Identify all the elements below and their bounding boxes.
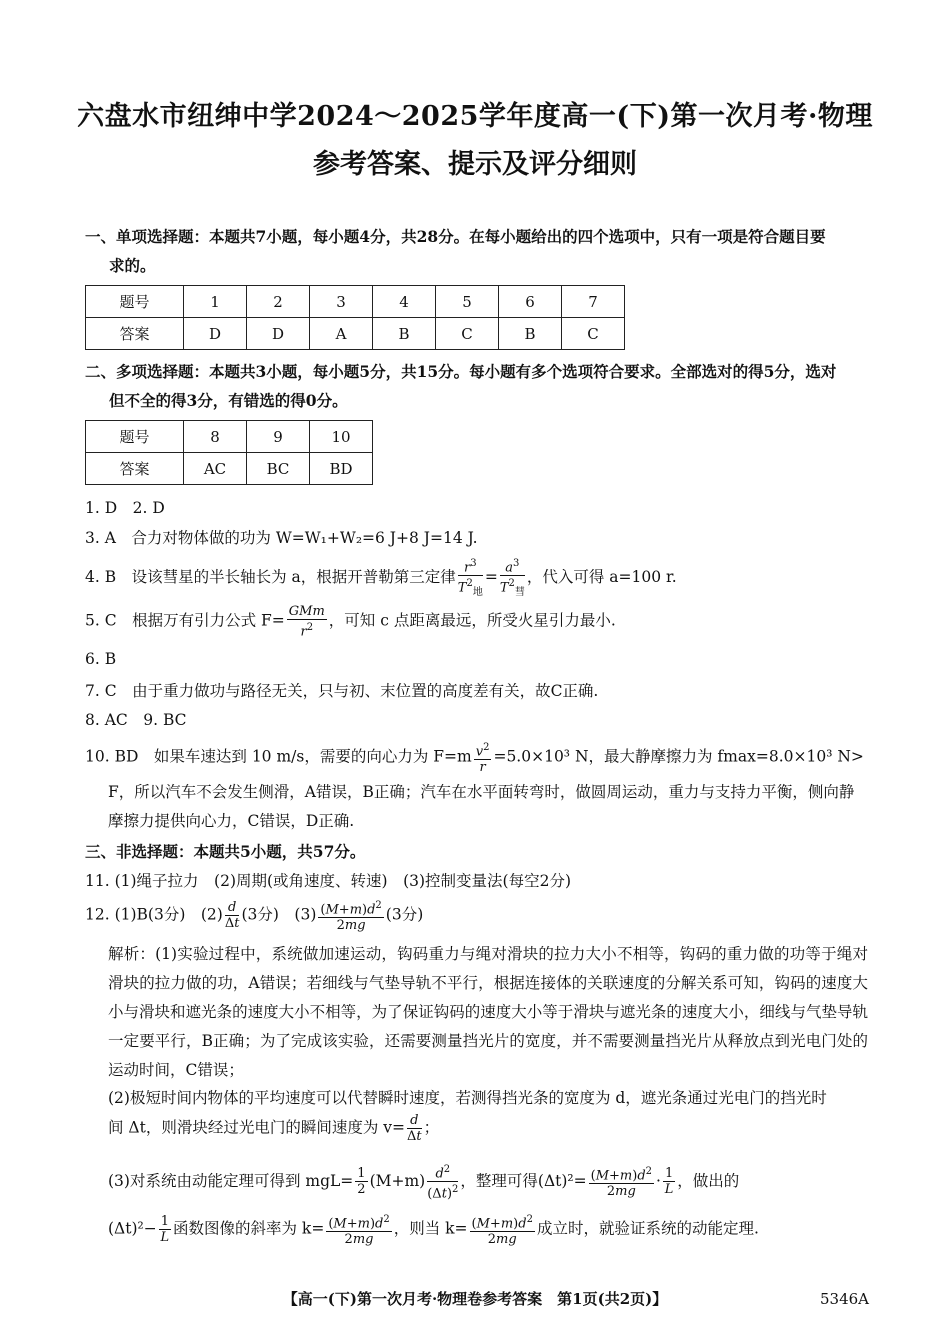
- table-cell: 题号: [86, 421, 184, 453]
- page-subtitle: 参考答案、提示及评分细则: [313, 149, 637, 180]
- page-title: 六盘水市纽绅中学2024～2025学年度高一(下)第一次月考·物理: [77, 101, 873, 132]
- analysis-part2: (2)极短时间内物体的平均速度可以代替瞬时速度，若测得挡光条的宽度为 d，遮光条通过光电门的挡光时 间 Δt，则滑块经过光电门的瞬间速度为 v= $\frac{d}{\Delta t}$ ；: [108, 1089, 827, 1144]
- answer-11: 11. (1)绳子拉力 (2)周期(或角速度、转速) (3)控制变量法(每空2分): [85, 872, 571, 890]
- table-cell: BD: [310, 453, 373, 485]
- section2-heading: 二、多项选择题：本题共3小题，每小题5分，共15分。每小题有多个选项符合要求。全部选对的得5分，选对 但不全的得3分，有错选的得0分。: [85, 362, 837, 410]
- table-cell: 7: [562, 286, 625, 318]
- formula-kepler-2: $\frac{a^3}{T^2_彗}$: [499, 558, 525, 599]
- table-cell: C: [562, 318, 625, 350]
- solution-1-2: 1. D 2. D: [85, 499, 165, 517]
- analysis-part3: (3)对系统由动能定理可得到 mgL= $\frac{1}{2}$ (M+m) $\frac{d^2}{(\Delta t)^2}$ ，整理可得(Δt)²= $\frac{(M+m)d^2}{2mg}$ · $\frac{1}{L}$ ，做出的: [108, 1164, 740, 1202]
- section1-heading: 一、单项选择题：本题共7小题，每小题4分，共28分。在每小题给出的四个选项中，只有一项是符合题目要 求的。: [85, 227, 826, 275]
- table-cell: A: [310, 318, 373, 350]
- analysis-part4: (Δt)²− $\frac{1}{L}$ 函数图像的斜率为 k= $\frac{(M+m)d^2}{2mg}$ ，则当 k= $\frac{(M+m)d^2}{2mg}$ 成立时，就验证系统的动能定理.: [108, 1214, 759, 1248]
- table-row: [86, 286, 625, 318]
- multi-choice-table: [85, 420, 373, 485]
- solution-10: 10. BD 如果车速达到 10 m/s，需要的向心力为 F=m $\frac{v^2}{r}$ =5.0×10³ N，最大静摩擦力为 fmax=8.0×10³ N>: [85, 742, 864, 776]
- analysis-part1: 解析：(1)实验过程中，系统做加速运动，钩码重力与绳对滑块的拉力大小不相等，钩码的重力做的功等于绳对滑块的拉力做的功，A错误；若细线与气垫导轨不平行，根据连接体的关联速度的分解关系可知，钩码的速度大小与滑块和遮光条的速度大小不相等，为了保证钩码的速度大小等于滑块与遮光条的速度大小，细线与气垫导轨一定要平行，B正确；为了完成该实验，还需要测量挡光片的宽度，并不需要测量挡光片从释放点到光电门处的运动时间，C错误；: [108, 945, 868, 1079]
- table-cell: 答案: [86, 318, 184, 350]
- formula-answer-3: $\frac{(M+m)d^2}{2mg}$: [320, 900, 382, 934]
- table-cell: D: [247, 318, 310, 350]
- formula-kepler: $\frac{r^3}{T^2_地}$: [457, 558, 483, 599]
- table-cell: 9: [247, 421, 310, 453]
- table-cell: B: [499, 318, 562, 350]
- table-cell: C: [436, 318, 499, 350]
- formula-slope: $\frac{(M+m)d^2}{2mg}$: [328, 1214, 390, 1248]
- solution-8-9: 8. AC 9. BC: [85, 711, 187, 729]
- table-cell: 4: [373, 286, 436, 318]
- document-code: 5346A: [820, 1290, 870, 1308]
- solution-10-explanation: F，所以汽车不会发生侧滑，A错误，B正确；汽车在水平面转弯时，做圆周运动，重力与支持力平衡，侧向静 摩擦力提供向心力，C错误，D正确.: [108, 783, 855, 830]
- table-cell: BC: [247, 453, 310, 485]
- table-cell: 5: [436, 286, 499, 318]
- table-cell: 2: [247, 286, 310, 318]
- table-cell: 1: [184, 286, 247, 318]
- solution-4: 4. B 设该彗星的半长轴长为 a，根据开普勒第三定律 $\frac{r^3}{T^2_地}$ = $\frac{a^3}{T^2_彗}$ ，代入可得 a=100 r.: [85, 558, 677, 599]
- formula-kinetic: $\frac{d^2}{(\Delta t)^2}$: [427, 1164, 459, 1202]
- table-cell: 3: [310, 286, 373, 318]
- formula-velocity: $\frac{d}{\Delta t}$: [224, 900, 240, 932]
- table-cell: D: [184, 318, 247, 350]
- solution-7: 7. C 由于重力做功与路径无关，只与初、末位置的高度差有关，故C正确.: [85, 682, 599, 700]
- section3-heading: 三、非选择题：本题共5小题，共57分。: [85, 842, 366, 861]
- single-choice-table: [85, 285, 625, 350]
- table-row: [86, 453, 373, 485]
- solution-3: 3. A 合力对物体做的功为 W=W₁+W₂=6 J+8 J=14 J.: [85, 529, 478, 547]
- table-cell: 题号: [86, 286, 184, 318]
- page-footer: 【高一(下)第一次月考·物理卷参考答案 第1页(共2页)】: [282, 1290, 668, 1308]
- table-row: [86, 318, 625, 350]
- formula-instant-velocity: $\frac{d}{\Delta t}$: [407, 1113, 422, 1144]
- answer-12: 12. (1)B(3分) (2) $\frac{d}{\Delta t}$ (3分) (3) $\frac{(M+m)d^2}{2mg}$ (3分): [85, 900, 424, 934]
- table-cell: 10: [310, 421, 373, 453]
- table-row: [86, 421, 373, 453]
- solution-5: 5. C 根据万有引力公式 F= $\frac{\text{GMm}}{r^2}$ ，可知 c 点距离最远，所受火星引力最小.: [85, 604, 616, 640]
- table-cell: AC: [184, 453, 247, 485]
- table-cell: 答案: [86, 453, 184, 485]
- formula-gravitation: $\frac{\text{GMm}}{r^2}$: [288, 604, 325, 640]
- table-cell: 8: [184, 421, 247, 453]
- table-cell: 6: [499, 286, 562, 318]
- solution-6: 6. B: [85, 650, 117, 668]
- table-cell: B: [373, 318, 436, 350]
- formula-centripetal: $\frac{v^2}{r}$: [475, 742, 490, 776]
